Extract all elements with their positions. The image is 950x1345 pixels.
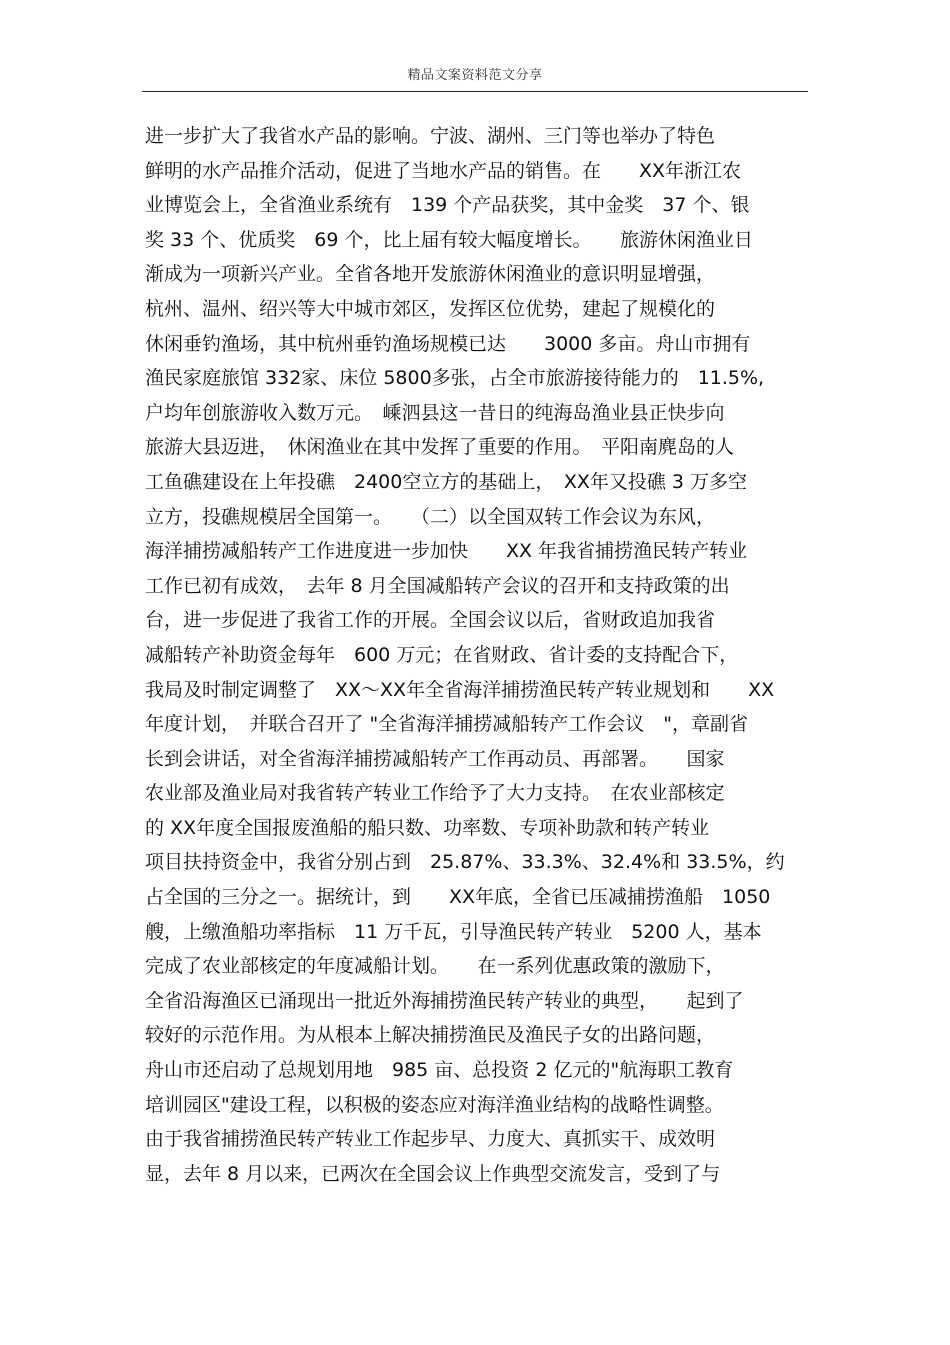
text-line: 休闲垂钓渔场，其中杭州垂钓渔场规模已达 3000 多亩。舟山市拥有 — [145, 332, 751, 355]
text-line: 进一步扩大了我省水产品的影响。宁波、湖州、三门等也举办了特色 — [145, 125, 716, 147]
text-line: 鲜明的水产品推介活动，促进了当地水产品的销售。在 XX年浙江农 — [145, 159, 742, 182]
text-line: 完成了农业部核定的年度减船计划。 在一系列优惠政策的激励下， — [145, 955, 725, 978]
text-line: 全省沿海渔区已涌现出一批近外海捕捞渔民转产转业的典型， 起到了 — [145, 989, 744, 1012]
text-line: 奖 33 个、优质奖 69 个，比上届有较大幅度增长。 旅游休闲渔业日 — [145, 228, 753, 251]
text-line: 台，进一步促进了我省工作的开展。全国会议以后，省财政追加我省 — [145, 609, 716, 632]
text-line: 旅游大县迈进， 休闲渔业在其中发挥了重要的作用。 平阳南麂岛的人 — [145, 436, 735, 459]
text-line: 渐成为一项新兴产业。全省各地开发旅游休闲渔业的意识明显增强， — [145, 263, 716, 286]
text-line: 占全国的三分之一。据统计，到 XX年底，全省已压减捕捞渔船 1050 — [145, 886, 771, 909]
text-line: 工作已初有成效， 去年 8 月全国减船转产会议的召开和支持政策的出 — [145, 574, 730, 597]
text-line: 项目扶持资金中，我省分别占到 25.87%、33.3%、32.4%和 33.5%，约 — [145, 851, 785, 874]
text-line: 海洋捕捞减船转产工作进度进一步加快 XX 年我省捕捞渔民转产转业 — [145, 540, 748, 563]
text-line: 杭州、温州、绍兴等大中城市郊区，发挥区位优势，建起了规模化的 — [145, 297, 716, 320]
header-divider — [142, 91, 808, 92]
text-line: 我局及时制定调整了 XX～XX年全省海洋捕捞渔民转产转业规划和 XX — [145, 678, 775, 701]
text-line: 减船转产补助资金每年 600 万元；在省财政、省计委的支持配合下， — [145, 643, 739, 666]
text-line: 工鱼礁建设在上年投礁 2400空立方的基础上， XX年又投礁 3 万多空 — [145, 470, 748, 493]
body-text — [145, 119, 825, 1191]
text-line: 农业部及渔业局对我省转产转业工作给予了大力支持。 在农业部核定 — [145, 782, 725, 805]
text-line: 显，去年 8 月以来，已两次在全国会议上作典型交流发言，受到了与 — [145, 1162, 721, 1185]
text-line: 长到会讲话，对全省海洋捕捞减船转产工作再动员、再部署。 国家 — [145, 747, 725, 770]
text-line: 立方，投礁规模居全国第一。 （二）以全国双转工作会议为东风， — [145, 505, 716, 528]
page-header: 精品文案资料范文分享 — [407, 68, 543, 83]
text-line: 较好的示范作用。为从根本上解决捕捞渔民及渔民子女的出路问题， — [145, 1024, 716, 1047]
text-line: 业博览会上，全省渔业系统有 139 个产品获奖，其中金奖 37 个、银 — [145, 194, 750, 217]
text-line: 渔民家庭旅馆 332家、床位 5800多张，占全市旅游接待能力的 11.5%, — [145, 367, 765, 390]
text-line: 的 XX年度全国报废渔船的船只数、功率数、专项补助款和转产转业 — [145, 816, 710, 839]
text-line: 由于我省捕捞渔民转产转业工作起步早、力度大、真抓实干、成效明 — [145, 1128, 716, 1151]
text-line: 艘，上缴渔船功率指标 11 万千瓦，引导渔民转产转业 5200 人，基本 — [145, 920, 762, 943]
text-line: 户均年创旅游收入数万元。 嵊泗县这一昔日的纯海岛渔业县正快步向 — [145, 401, 725, 424]
text-line: 舟山市还启动了总规划用地 985 亩、总投资 2 亿元的"航海职工教育 — [145, 1059, 734, 1082]
text-line: 年度计划， 并联合召开了 "全省海洋捕捞减船转产工作会议 "，章副省 — [145, 713, 749, 736]
text-line: 培训园区"建设工程，以积极的姿态应对海洋渔业结构的战略性调整。 — [145, 1093, 724, 1116]
